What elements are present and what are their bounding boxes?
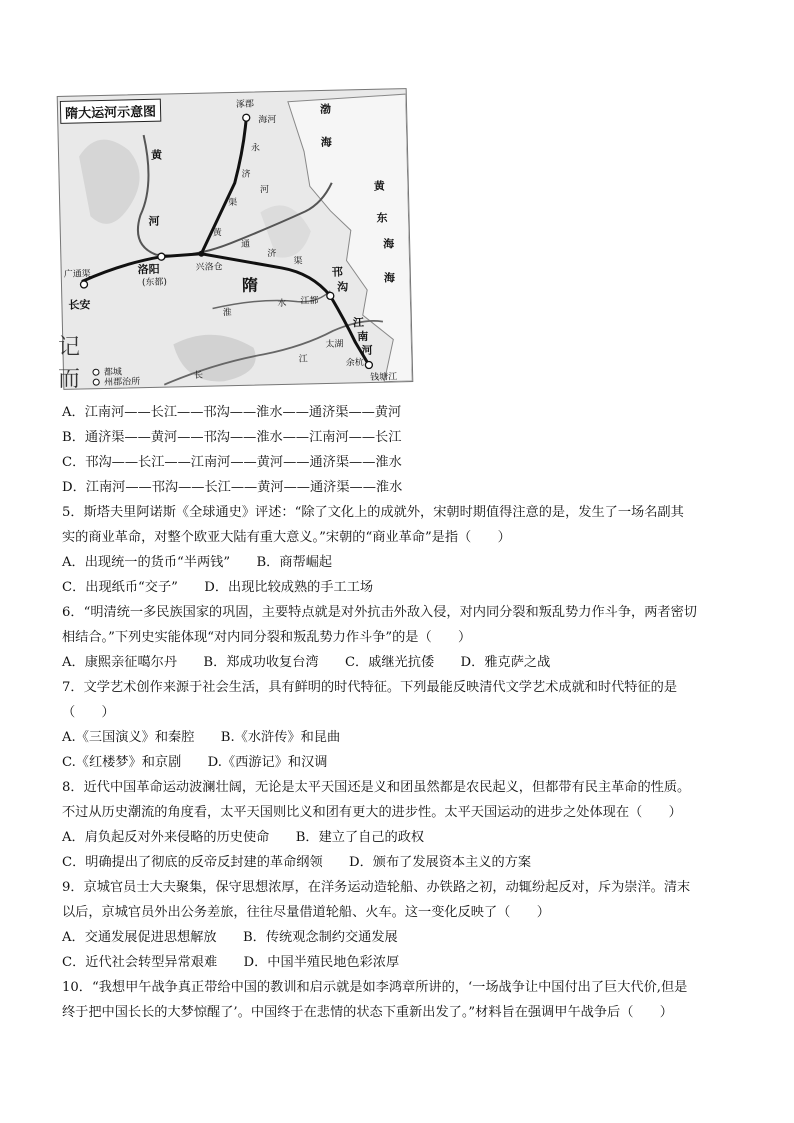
label-shui: 水 <box>277 298 287 310</box>
label-jiangdu: 江都 <box>300 296 319 307</box>
label-jiangnanhe-3: 河 <box>361 343 373 358</box>
q6-stem-1: 6．“明清统一多民族国家的巩固，主要特点就是对外抗击外敌入侵，对内同分裂和叛乱势力作斗争，两者密切 <box>62 605 697 620</box>
label-chang: 长 <box>193 370 204 381</box>
q9-options-cd: C．近代社会转型异常艰难 D．中国半殖民地色彩浓厚 <box>62 955 400 970</box>
label-hanggou-2: 沟 <box>336 280 349 294</box>
q6-options: A．康熙亲征噶尔丹 B．郑成功收复台湾 C．戚继光抗倭 D．雅克萨之战 <box>62 655 551 670</box>
map-title: 隋大运河示意图 <box>60 99 162 124</box>
label-jiang: 江 <box>298 354 308 365</box>
q10-stem-2: 终于把中国长长的大梦惊醒了’。中国终于在悲情的状态下重新出发了。”材料旨在强调甲午战争后（ ） <box>62 1005 673 1020</box>
label-xingluocang: 兴洛仓 <box>195 262 223 273</box>
q4-option-b: B．通济渠——黄河——邗沟——淮水——江南河——长江 <box>62 430 402 445</box>
q7-options-cd: C.《红楼梦》和京剧 D.《西游记》和汉调 <box>62 755 328 770</box>
q9-options-ab: A．交通发展促进思想解放 B．传统观念制约交通发展 <box>62 930 398 945</box>
grand-canal-map <box>57 88 414 390</box>
label-huanghai: 黄 <box>373 179 385 193</box>
label-haihe: 海河 <box>258 115 277 126</box>
q9-stem-2: 以后，京城官员外出公务差旅，往往尽量借道轮船、火车。这一变化反映了（ ） <box>62 905 550 920</box>
label-hanggou-1: 邗 <box>331 265 343 279</box>
q5-options-ab: A．出现统一的货币“半两钱” B．商帮崛起 <box>62 555 333 570</box>
label-changan: 长安 <box>68 298 91 312</box>
label-hai: 海 <box>383 271 396 285</box>
label-huang-1: 黄 <box>150 148 163 162</box>
q5-stem-2: 实的商业革命，对整个欧亚大陆有重大意义。”宋朝的“商业革命”是指（ ） <box>62 530 511 545</box>
label-sui: 隋 <box>241 275 259 295</box>
q8-options-ab: A．肩负起反对外来侵略的历史使命 B．建立了自己的政权 <box>62 830 425 845</box>
q8-stem-1: 8．近代中国革命运动波澜壮阔，无论是太平天国还是义和团虽然都是农民起义，但都带有民主革命的性质。 <box>62 780 691 795</box>
label-jiangnanhe-2: 南 <box>357 330 369 344</box>
q10-stem-1: 10．“我想甲午战争真正带给中国的教训和启示就是如李鸿章所讲的，‘一场战争让中国付出了巨大代价,但是 <box>62 980 688 995</box>
q5-stem-1: 5．斯塔夫里阿诺斯《全球通史》评述：“除了文化上的成就外，宋朝时期值得注意的是，发生了一场名副其 <box>62 505 684 520</box>
label-guangtongqu: 广通渠 <box>63 269 91 280</box>
margin-char-1: 记 <box>58 335 81 360</box>
label-yongji-2: 济 <box>241 169 251 180</box>
question-content <box>62 400 737 1025</box>
q8-stem-2: 不过从历史潮流的角度看，太平天国则比义和团有更大的进步性。太平天国运动的进步之处体现在（ ） <box>62 805 682 820</box>
q7-options-ab: A.《三国演义》和秦腔 B.《水浒传》和昆曲 <box>62 730 341 745</box>
label-tongji-1: 通 <box>241 239 251 250</box>
label-yuhang: 余杭 <box>345 358 364 369</box>
label-yongji-1: 永 <box>250 143 261 154</box>
legend-city: 都城 <box>103 367 123 379</box>
label-donghai-2: 海 <box>383 237 395 251</box>
q7-stem-1: 7．文学艺术创作来源于社会生活，具有鲜明的时代特征。下列最能反映清代文学艺术成就和时代特征的是 <box>62 680 678 695</box>
label-tongji-2: 济 <box>267 249 277 260</box>
label-zhuojun: 涿郡 <box>235 99 255 110</box>
label-huang-2: 河 <box>148 214 160 228</box>
q7-stem-2: （ ） <box>62 705 115 720</box>
label-bohai-1: 渤 <box>319 102 332 117</box>
label-tongji-huang: 黄 <box>212 228 222 239</box>
label-he: 河 <box>259 185 270 196</box>
q4-option-d: D．江南河——邗沟——长江——黄河——通济渠——淮水 <box>62 480 403 495</box>
label-yongji-3: 渠 <box>228 197 238 209</box>
label-dongdu: (东都) <box>141 277 168 289</box>
label-luoyang: 洛阳 <box>137 262 160 277</box>
q5-options-cd: C．出现纸币“交子” D．出现比较成熟的手工工场 <box>62 580 374 595</box>
q8-options-cd: C．明确提出了彻底的反帝反封建的革命纲领 D．颁布了发展资本主义的方案 <box>62 855 532 870</box>
label-taihu: 太湖 <box>325 339 344 350</box>
q4-option-a: A．江南河——长江——邗沟——淮水——通济渠——黄河 <box>62 405 402 420</box>
label-jiangnanhe-1: 江 <box>352 316 365 330</box>
label-bohai-2: 海 <box>320 135 332 150</box>
label-huai: 淮 <box>222 308 232 319</box>
q9-stem-1: 9．京城官员士大夫聚集，保守思想浓厚，在洋务运动造轮船、办铁路之初，动辄纷起反对，斥为崇洋。清末 <box>62 880 691 895</box>
q6-stem-2: 相结合。”下列史实能体现“对内同分裂和叛乱势力作斗争”的是（ ） <box>62 630 472 645</box>
legend-other: 州郡治所 <box>104 377 141 389</box>
label-qiantangjiang: 钱塘江 <box>370 372 398 383</box>
q4-option-c: C．邗沟——长江——江南河——黄河——通济渠——淮水 <box>62 455 402 470</box>
map-drawing <box>58 89 413 389</box>
margin-char-2: 而 <box>58 367 81 392</box>
label-donghai-1: 东 <box>376 211 388 225</box>
label-tongji-3: 渠 <box>293 256 303 267</box>
